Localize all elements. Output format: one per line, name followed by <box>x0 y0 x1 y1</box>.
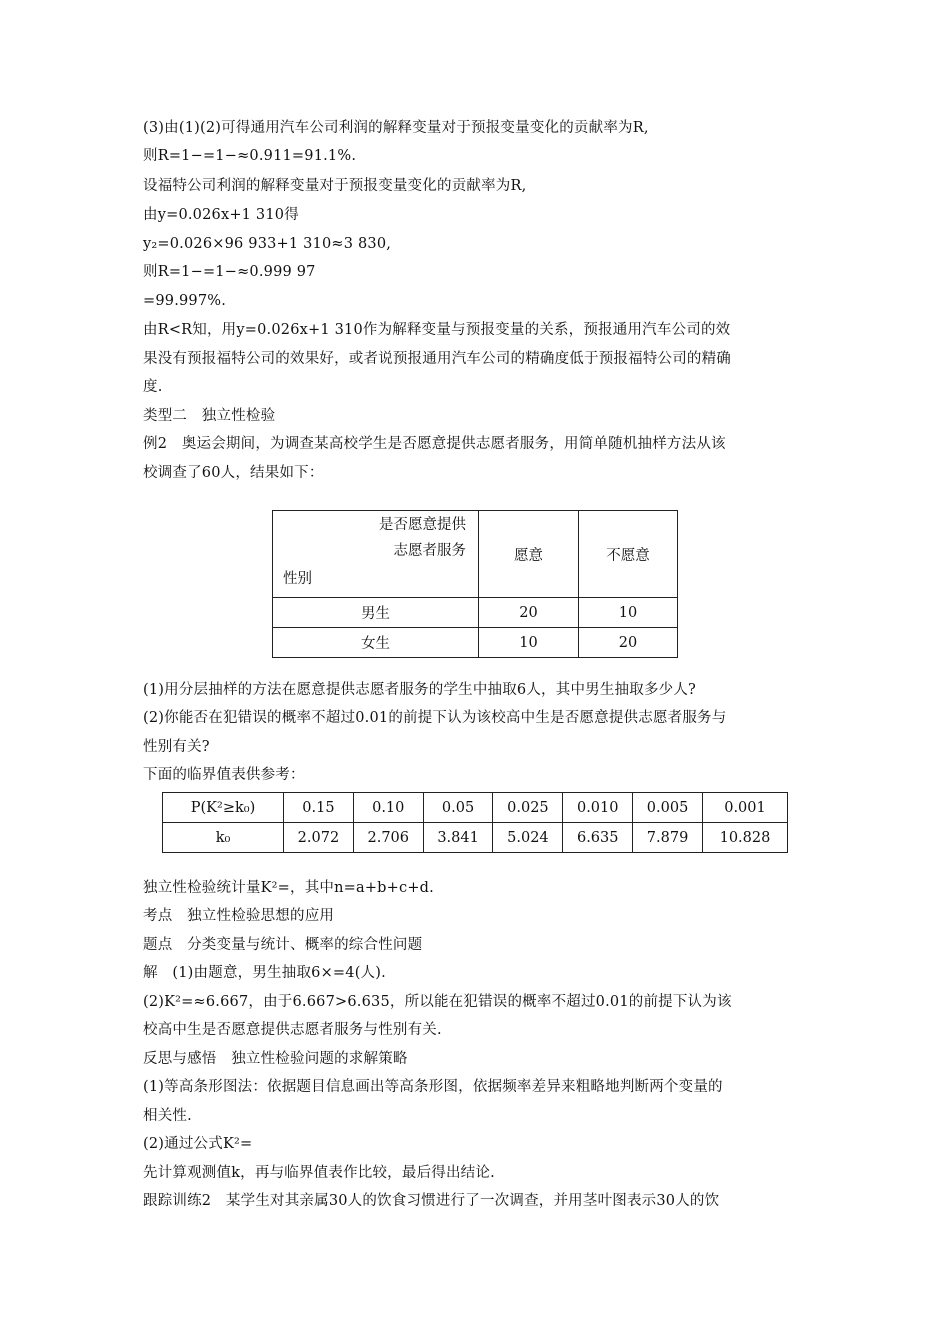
section-heading: 类型二 独立性检验 <box>143 408 276 424</box>
row-label: 女生 <box>273 628 479 658</box>
column-header: 不愿意 <box>579 511 678 598</box>
question-line: (2)你能否在犯错误的概率不超过0.01的前提下认为该校高中生是否愿意提供志愿者服务与 <box>143 710 727 726</box>
column-header: 愿意 <box>479 511 579 598</box>
text-line: 例2 奥运会期间，为调查某高校学生是否愿意提供志愿者服务，用简单随机抽样方法从该 <box>143 436 726 452</box>
table-cell: 10 <box>579 598 678 628</box>
text-line: (3)由(1)(2)可得通用汽车公司利润的解释变量对于预报变量变化的贡献率为R, <box>143 120 649 136</box>
text-line: 校调查了60人，结果如下： <box>143 465 324 481</box>
table-cell: 6.635 <box>563 823 633 853</box>
table-cell: 0.05 <box>423 793 493 823</box>
text-line: =99.997%. <box>143 293 227 309</box>
table-cell: 10 <box>479 628 579 658</box>
table-cell: 20 <box>579 628 678 658</box>
table-row <box>163 793 788 823</box>
row-label: k₀ <box>163 823 284 853</box>
text-line: 校高中生是否愿意提供志愿者服务与性别有关. <box>143 1022 442 1038</box>
table-cell: 7.879 <box>633 823 703 853</box>
text-line: 先计算观测值k，再与临界值表作比较，最后得出结论. <box>143 1165 495 1181</box>
survey-table <box>272 510 678 658</box>
table-cell: 0.15 <box>284 793 354 823</box>
question-line: 性别有关? <box>143 739 210 755</box>
text-line: 由R<R知，用y=0.026x+1 310作为解释变量与预报变量的关系，预报通用汽车公司的效 <box>143 322 731 338</box>
section-heading: 反思与感悟 独立性检验问题的求解策略 <box>143 1051 408 1067</box>
table-cell: 3.841 <box>423 823 493 853</box>
diagonal-header-cell <box>273 511 479 598</box>
table-cell: 2.706 <box>353 823 423 853</box>
text-line: 解 (1)由题意，男生抽取6×=4(人). <box>143 965 386 981</box>
text-line: 设福特公司利润的解释变量对于预报变量变化的贡献率为R, <box>143 178 527 194</box>
table-cell: 0.10 <box>353 793 423 823</box>
question-line: (1)用分层抽样的方法在愿意提供志愿者服务的学生中抽取6人，其中男生抽取多少人? <box>143 682 697 698</box>
text-line: 则R=1−=1−≈0.999 97 <box>143 264 316 280</box>
text-line: (2)K²=≈6.667，由于6.667>6.635，所以能在犯错误的概率不超过0.01的前提下认为该 <box>143 994 732 1010</box>
text-line: 跟踪训练2 某学生对其亲属30人的饮食习惯进行了一次调查，并用茎叶图表示30人的饮 <box>143 1193 720 1209</box>
text-line: (1)等高条形图法：依据题目信息画出等高条形图，依据频率差异来粗略地判断两个变量的 <box>143 1079 723 1095</box>
text-line: 考点 独立性检验思想的应用 <box>143 908 335 924</box>
row-label: P(K²≥k₀) <box>163 793 284 823</box>
table-cell: 0.005 <box>633 793 703 823</box>
table-cell: 0.010 <box>563 793 633 823</box>
table-cell: 5.024 <box>493 823 563 853</box>
table-cell: 20 <box>479 598 579 628</box>
text-line: 由y=0.026x+1 310得 <box>143 207 299 223</box>
table-cell: 10.828 <box>702 823 787 853</box>
text-line: y₂=0.026×96 933+1 310≈3 830, <box>143 236 392 252</box>
table-cell: 0.001 <box>702 793 787 823</box>
header-label: 是否愿意提供 <box>379 517 466 533</box>
table-row <box>163 823 788 853</box>
table-cell: 0.025 <box>493 793 563 823</box>
text-line: 相关性. <box>143 1108 192 1124</box>
text-line: 下面的临界值表供参考： <box>143 767 305 783</box>
text-line: 独立性检验统计量K²=，其中n=a+b+c+d. <box>143 880 434 896</box>
text-line: 果没有预报福特公司的效果好，或者说预报通用汽车公司的精确度低于预报福特公司的精确 <box>143 351 731 367</box>
critical-value-table <box>162 792 788 853</box>
header-label: 性别 <box>283 571 312 587</box>
text-line: 度. <box>143 379 163 395</box>
table-cell: 2.072 <box>284 823 354 853</box>
text-line: (2)通过公式K²= <box>143 1136 253 1152</box>
text-line: 题点 分类变量与统计、概率的综合性问题 <box>143 937 423 953</box>
table-row <box>273 598 678 628</box>
row-label: 男生 <box>273 598 479 628</box>
header-label: 志愿者服务 <box>393 543 466 559</box>
text-line: 则R=1−=1−≈0.911=91.1%. <box>143 148 357 164</box>
table-row <box>273 628 678 658</box>
